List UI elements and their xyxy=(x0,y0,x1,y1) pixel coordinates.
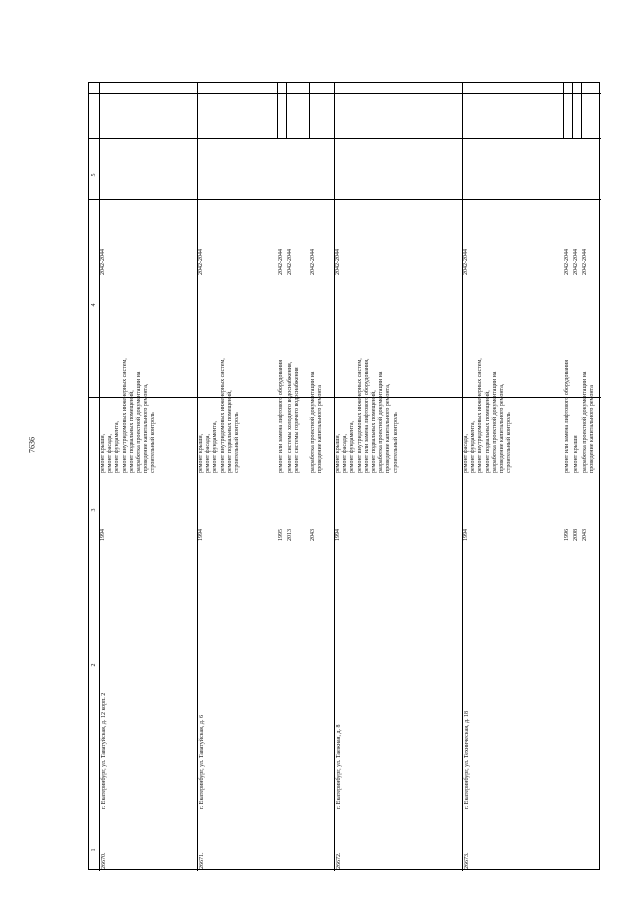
entry-works: ремонт крыши xyxy=(573,435,579,473)
column-header-5: 5 xyxy=(91,173,97,177)
entry-works: ремонт крыши, ремонт фасада, ремонт фундамента, ремонт внутридомовых инженерных систем, ремонт или замена лифтового оборудования, ремонт подвальных помещений, разработка проектной документации на проведение капитального ремонта, строительный контроль xyxy=(335,358,399,473)
entry-works: разработка проектной документации на проведение капитального ремонта xyxy=(310,371,324,473)
entry-address: г. Екатеринбург, ул. Таежная, д. 8 xyxy=(336,724,342,809)
entry-address: г. Екатеринбург, ул. Таватуйская, д. 12 корп. 2 xyxy=(101,692,107,809)
entry-year: 1994 xyxy=(100,529,106,541)
entry-number: 26672. xyxy=(336,852,342,869)
entry-works: ремонт системы холодного водоснабжения, ремонт системы горячего водоснабжения xyxy=(287,361,301,473)
repair-schedule-table xyxy=(88,82,600,870)
entry-year: 1995 xyxy=(278,529,284,541)
entry-year: 2043 xyxy=(582,529,588,541)
entry-period: 2042-2044 xyxy=(287,249,293,275)
entry-works: разработка проектной документации на проведение капитального ремонта xyxy=(582,371,596,473)
page-number: 7636 xyxy=(27,437,37,453)
entry-year: 1994 xyxy=(335,529,341,541)
entry-year: 1994 xyxy=(463,529,469,541)
entry-works: ремонт или замена лифтового оборудования xyxy=(278,359,284,473)
column-header-2: 2 xyxy=(91,663,97,667)
column-header-3: 3 xyxy=(91,508,97,512)
entry-works: ремонт фасада, ремонт фундамента, ремонт внутридомовых инженерных систем, ремонт подвальных помещений, разработка проектной документации на проведение капитального ремонта, строительный контроль xyxy=(463,358,513,473)
column-border xyxy=(89,138,601,139)
row-border xyxy=(462,83,463,871)
entry-number: 26673. xyxy=(464,852,470,869)
column-border xyxy=(89,93,601,94)
row-border xyxy=(99,83,100,871)
entry-period: 2042-2044 xyxy=(463,249,469,275)
row-border xyxy=(197,83,198,871)
entry-works: ремонт крыши, ремонт фасада, ремонт фундамента, ремонт внутридомовых инженерных систем, ремонт подвальных помещений, строительный контроль xyxy=(198,358,241,473)
subrow-border xyxy=(572,83,573,138)
subrow-border xyxy=(286,83,287,138)
subrow-border xyxy=(277,83,278,138)
entry-year: 2043 xyxy=(310,529,316,541)
subrow-border xyxy=(309,83,310,138)
entry-year: 1996 xyxy=(564,529,570,541)
entry-address: г. Екатеринбург, ул. Таватуйская, д. 6 xyxy=(199,715,205,809)
entry-works: ремонт крыши, ремонт фасада, ремонт фундамента, ремонт внутридомовых инженерных систем, ремонт подвальных помещений, разработка проектной документации на проведение капитального ремонта, строительный контроль xyxy=(100,358,157,473)
entry-period: 2042-2044 xyxy=(198,249,204,275)
entry-period: 2042-2044 xyxy=(100,249,106,275)
subrow-border xyxy=(581,83,582,138)
entry-period: 2042-2044 xyxy=(310,249,316,275)
entry-period: 2042-2044 xyxy=(335,249,341,275)
entry-period: 2042-2044 xyxy=(278,249,284,275)
row-border xyxy=(334,83,335,871)
entry-period: 2042-2044 xyxy=(564,249,570,275)
column-header-1: 1 xyxy=(91,848,97,852)
entry-period: 2042-2044 xyxy=(573,249,579,275)
subrow-border xyxy=(563,83,564,138)
entry-year: 2008 xyxy=(573,529,579,541)
entry-number: 26670. xyxy=(101,852,107,869)
entry-year: 2013 xyxy=(287,529,293,541)
entry-works: ремонт или замена лифтового оборудования xyxy=(564,359,570,473)
column-border xyxy=(89,199,601,200)
entry-period: 2042-2044 xyxy=(582,249,588,275)
entry-address: г. Екатеринбург, ул. Техническая, д. 18 xyxy=(464,710,470,809)
entry-year: 1994 xyxy=(198,529,204,541)
column-header-4: 4 xyxy=(91,303,97,307)
entry-number: 26671. xyxy=(199,852,205,869)
